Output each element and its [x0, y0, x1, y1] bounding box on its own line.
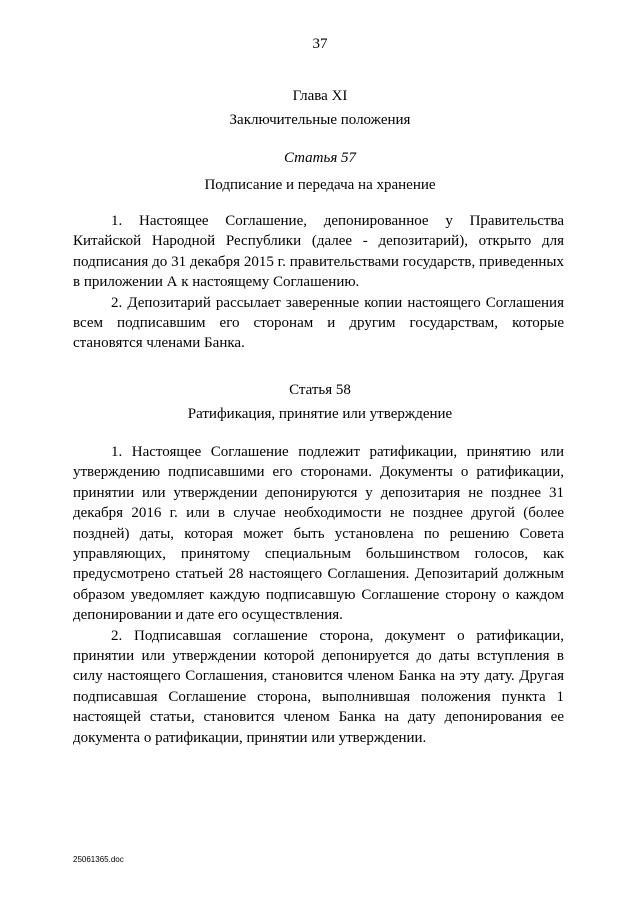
article-57-paragraph-2: 2. Депозитарий рассылает заверенные копии настоящего Соглашения всем подписавшим его сторонам и другим государствам, которые становятся членами Банка. — [73, 294, 564, 352]
article-57-body — [73, 211, 564, 354]
article-58-body — [73, 442, 564, 748]
chapter-subtitle: Заключительные положения — [229, 112, 411, 128]
article-57-paragraph-1: 1. Настоящее Соглашение, депонированное у Правительства Китайской Народной Республики (далее - депозитарий), открыто для подписания до 31 декабря 2015 г. правительствами государств, приведенных в приложении А к настоящему Соглашению. — [73, 213, 564, 291]
article-57-heading: Подписание и передача на хранение — [204, 177, 436, 193]
article-58-title: Статья 58 — [289, 382, 351, 398]
page-number: 37 — [312, 36, 328, 52]
footer-doc-id: 25061365.doc — [73, 855, 124, 864]
article-58-paragraph-1: 1. Настоящее Соглашение подлежит ратификации, принятию или утверждению подписавшими его сторонами. Документы о ратификации, принятии или утверждении депонируются у депозитария не позднее 31 декабря 2016 г. или в случае необходимости не позднее другой (более поздней) даты, которая может быть установлена по решению Совета управляющих, принятому специальным большинством голосов, как предусмотрено статьей 28 настоящего Соглашения. Депозитарий должным образом уведомляет каждую подписавшую Соглашение сторону о каждом депонировании и дате его осуществления. — [73, 444, 564, 624]
article-58-paragraph-2: 2. Подписавшая соглашение сторона, документ о ратификации, принятии или утверждении которой депонируется до даты вступления в силу настоящего Соглашения, становится членом Банка на эту дату. Другая подписавшая Соглашение сторона, выполнившая положения пункта 1 настоящей статьи, становится членом Банка на дату депонирования ее документа о ратификации, принятии или утверждении. — [73, 627, 564, 746]
article-57-title: Статья 57 — [283, 150, 357, 166]
article-58-heading: Ратификация, принятие или утверждение — [187, 406, 453, 422]
chapter-title: Глава XI — [292, 88, 348, 104]
